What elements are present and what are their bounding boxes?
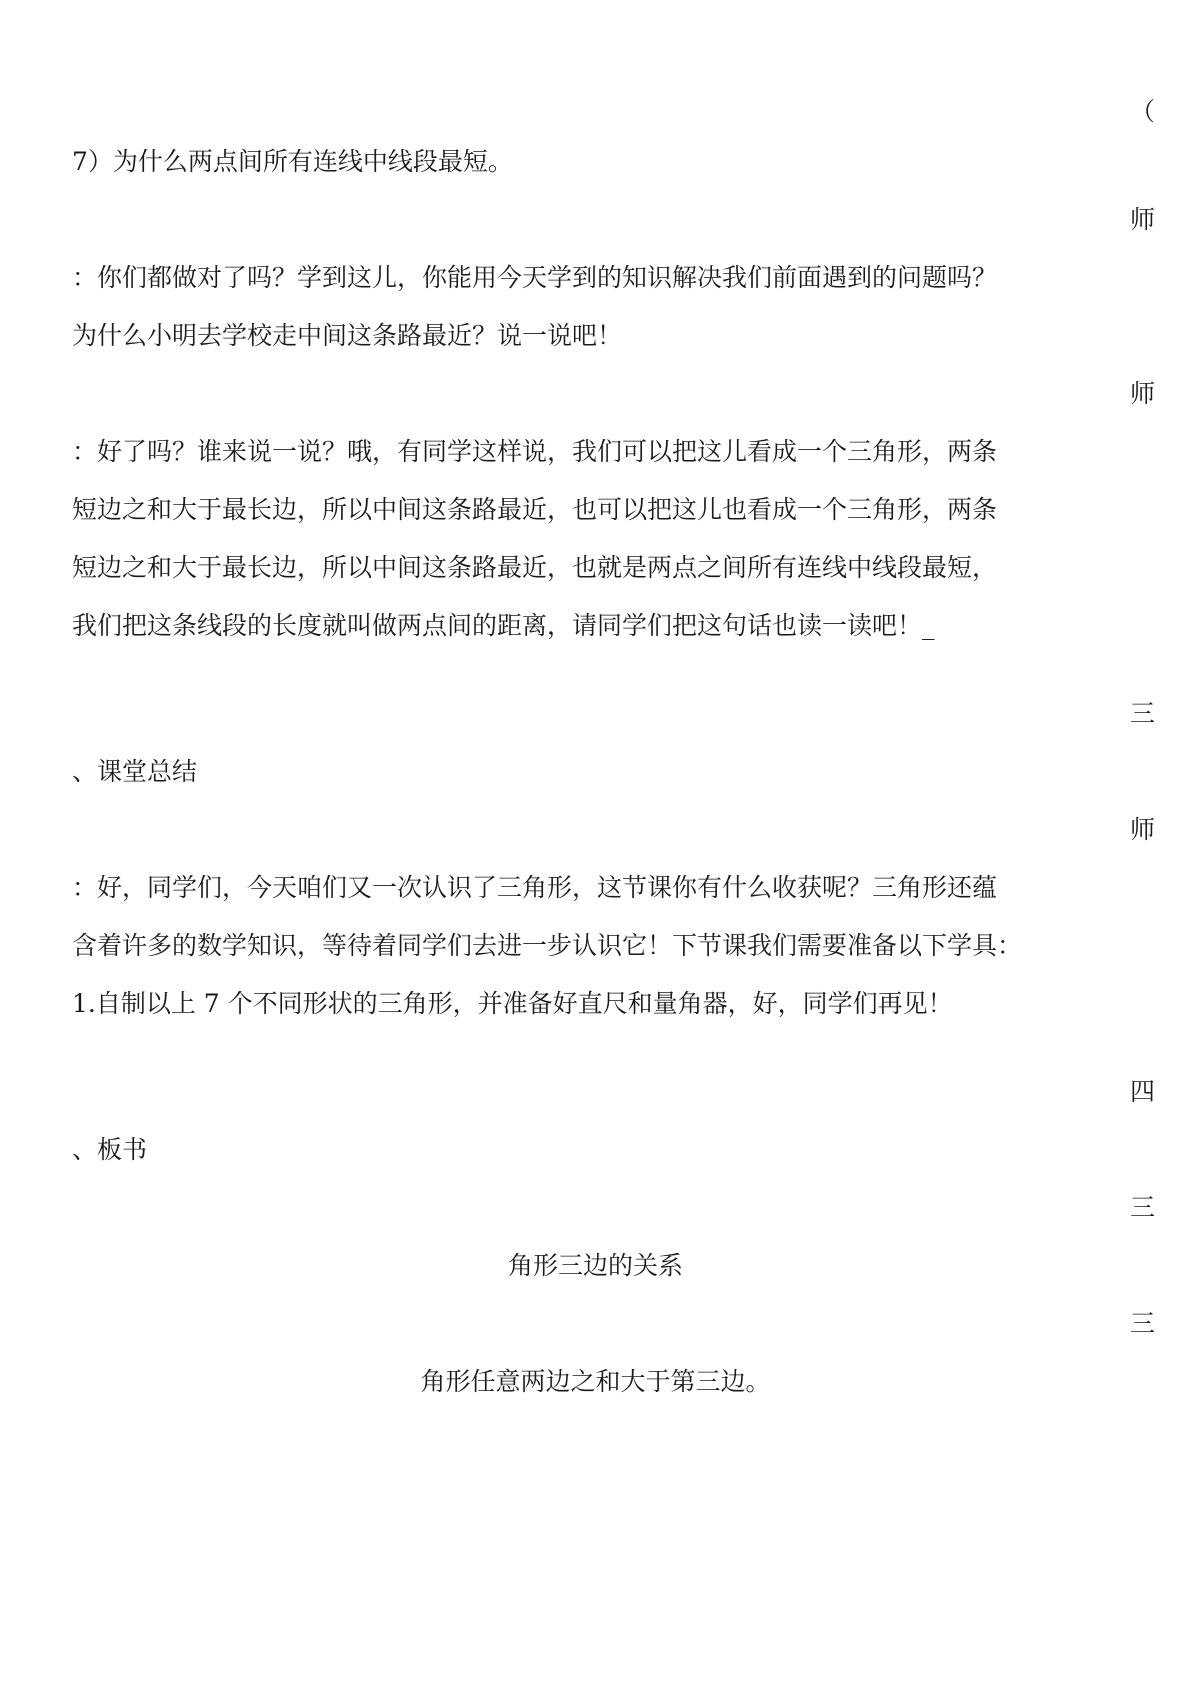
teacher-label: 师	[1129, 815, 1155, 844]
section-number: 三	[1129, 699, 1155, 728]
board-rule: 角形任意两边之和大于第三边。	[420, 1367, 771, 1396]
teacher-label: 师	[1129, 205, 1155, 234]
paragraph-line: ：好，同学们，今天咱们又一次认识了三角形，这节课你有什么收获呢？三角形还蕴	[72, 873, 998, 902]
paren-fragment: （	[1129, 97, 1155, 126]
paragraph-line: 短边之和大于最长边，所以中间这条路最近，也可以把这儿也看成一个三角形，两条	[72, 495, 998, 524]
paragraph-line: ：你们都做对了吗？学到这儿，你能用今天学到的知识解决我们前面遇到的问题吗？	[72, 263, 998, 292]
board-title: 角形三边的关系	[507, 1251, 683, 1280]
section-number: 四	[1129, 1077, 1155, 1106]
paragraph-line: 为什么小明去学校走中间这条路最近？说一说吧！	[72, 321, 623, 350]
paragraph-line: 我们把这条线段的长度就叫做两点间的距离，请同学们把这句话也读一读吧！_	[72, 611, 935, 640]
paragraph-line: 短边之和大于最长边，所以中间这条路最近，也就是两点之间所有连线中线段最短，	[72, 553, 998, 582]
board-line-prefix: 三	[1129, 1309, 1155, 1338]
paragraph-line: 1.自制以上 7 个不同形状的三角形，并准备好直尺和量角器，好，同学们再见！	[72, 989, 953, 1018]
paragraph-line: 含着许多的数学知识，等待着同学们去进一步认识它！下节课我们需要准备以下学具：	[72, 931, 1023, 960]
paragraph-line: ：好了吗？谁来说一说？哦，有同学这样说，我们可以把这儿看成一个三角形，两条	[72, 437, 998, 466]
board-line-prefix: 三	[1129, 1193, 1155, 1222]
section-heading-summary: 、课堂总结	[72, 757, 198, 786]
section-heading-board: 、板书	[72, 1135, 148, 1164]
question-7-line: 7）为什么两点间所有连线中线段最短。	[72, 147, 513, 176]
teacher-label: 师	[1129, 379, 1155, 408]
